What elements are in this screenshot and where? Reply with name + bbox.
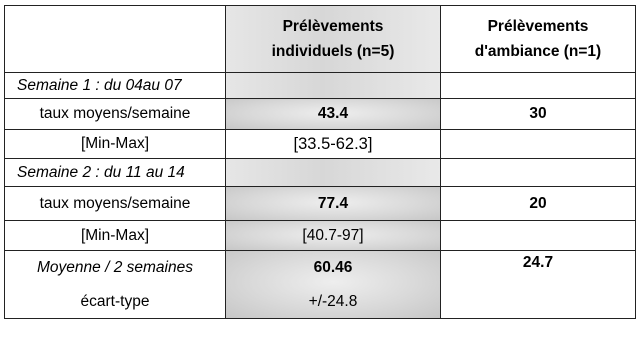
week2-label: Semaine 2 : du 11 au 14: [5, 159, 226, 187]
week1-minmax-ambiance: [441, 130, 636, 159]
summary-individuels: [226, 251, 441, 319]
summary-row: [5, 251, 636, 319]
week1-minmax-individuels: [33.5-62.3]: [226, 130, 441, 159]
week1-rate-ambiance: 30: [441, 99, 636, 130]
week2-minmax-individuels: [40.7-97]: [226, 221, 441, 251]
week1-col3: [441, 73, 636, 99]
header-ambiance-line1: Prélèvements: [487, 17, 589, 35]
header-individuels: [226, 6, 441, 73]
table-row: [5, 73, 636, 99]
table-row: [5, 99, 636, 130]
empty-corner-cell: [5, 6, 226, 73]
week2-col3: [441, 159, 636, 187]
header-row: [5, 6, 636, 73]
table-row: [5, 159, 636, 187]
header-individuels-line2: individuels (n=5): [271, 43, 395, 60]
week2-rate-label: taux moyens/semaine: [5, 187, 226, 221]
summary-mean-label: Moyenne / 2 semaines: [37, 259, 193, 277]
table-row: [5, 187, 636, 221]
summary-mean-ambiance: 24.7: [441, 251, 636, 319]
summary-mean-individuels: 60.46: [313, 259, 353, 277]
week2-rate-individuels: 77.4: [226, 187, 441, 221]
summary-stddev-label: écart-type: [80, 292, 150, 310]
week1-col2: [226, 73, 441, 99]
week1-label: Semaine 1 : du 04au 07: [5, 73, 226, 99]
summary-labels: [5, 251, 226, 319]
header-ambiance-line2: d'ambiance (n=1): [474, 43, 602, 60]
week2-rate-ambiance: 20: [441, 187, 636, 221]
week1-minmax-label: [Min-Max]: [5, 130, 226, 159]
summary-stddev-individuels: +/-24.8: [308, 292, 358, 310]
week2-minmax-label: [Min-Max]: [5, 221, 226, 251]
week2-minmax-ambiance: [441, 221, 636, 251]
header-individuels-line1: Prélèvements: [282, 17, 384, 35]
week1-rate-individuels: 43.4: [226, 99, 441, 130]
table-row: [5, 130, 636, 159]
week1-rate-label: taux moyens/semaine: [5, 99, 226, 130]
header-ambiance: [441, 6, 636, 73]
table-row: [5, 221, 636, 251]
results-table: [4, 5, 636, 319]
week2-col2: [226, 159, 441, 187]
